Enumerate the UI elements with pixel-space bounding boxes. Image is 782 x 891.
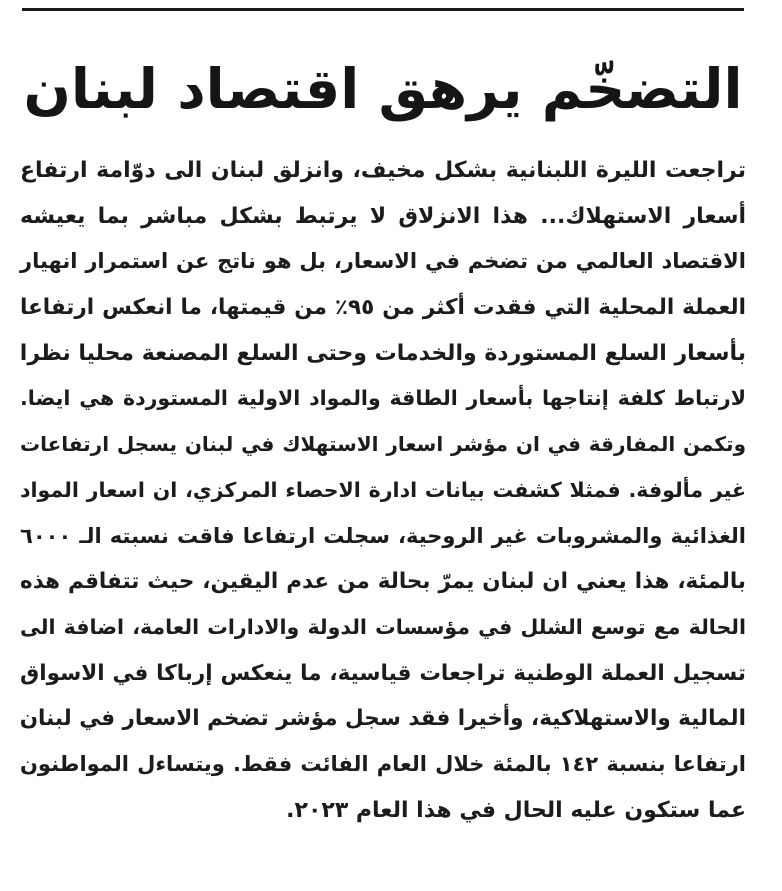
top-rule xyxy=(22,8,744,11)
article-line: الحالة مع توسع الشلل في مؤسسات الدولة والادارات العامة، اضافة الى xyxy=(20,614,746,639)
article-line: بالمئة، هذا يعني ان لبنان يمرّ بحالة من عدم اليقين، حيث تتفاقم هذه xyxy=(20,569,746,595)
headline: التضخّم يرهق اقتصاد لبنان xyxy=(23,57,743,122)
article-line: الغذائية والمشروبات غير الروحية، سجلت ارتفاعا فاقت نسبته الـ ٦٠٠٠ xyxy=(20,523,746,548)
article-line: بأسعار السلع المستوردة والخدمات وحتى السلع المصنعة محليا نظرا xyxy=(19,340,746,366)
article-line: عما ستكون عليه الحال في هذا العام ٢٠٢٣. xyxy=(286,797,746,823)
article-line: المالية والاستهلاكية، وأخيرا فقد سجل مؤشر تضخم الاسعار في لبنان xyxy=(19,706,746,732)
article-line: غير مألوفة. فمثلا كشفت بيانات ادارة الاحصاء المركزي، ان اسعار المواد xyxy=(20,477,746,502)
article-line: لارتباط كلفة إنتاجها بأسعار الطاقة والمواد الاولية المستوردة هي ايضا. xyxy=(20,386,746,411)
article-line: تسجيل العملة الوطنية تراجعات قياسية، ما ينعكس إرباكا في الاسواق xyxy=(20,660,746,686)
article-line: تراجعت الليرة اللبنانية بشكل مخيف، وانزلق لبنان الى دوّامة ارتفاع xyxy=(20,158,746,183)
article-line: أسعار الاستهلاك... هذا الانزلاق لا يرتبط بشكل مباشر بما يعيشه xyxy=(20,203,746,229)
article-line: وتكمن المفارقة في ان مؤشر اسعار الاستهلاك في لبنان يسجل ارتفاعات xyxy=(20,432,746,457)
article-line: الاقتصاد العالمي من تضخم في الاسعار، بل هو ناتج عن استمرار انهيار xyxy=(20,249,746,274)
article-line: العملة المحلية التي فقدت أكثر من ٩٥٪ من قيمتها، ما انعكس ارتفاعا xyxy=(20,295,746,321)
article-line: ارتفاعا بنسبة ١٤٢ بالمئة خلال العام الفائت فقط. ويتساءل المواطنون xyxy=(20,751,746,776)
article-body xyxy=(20,148,746,833)
